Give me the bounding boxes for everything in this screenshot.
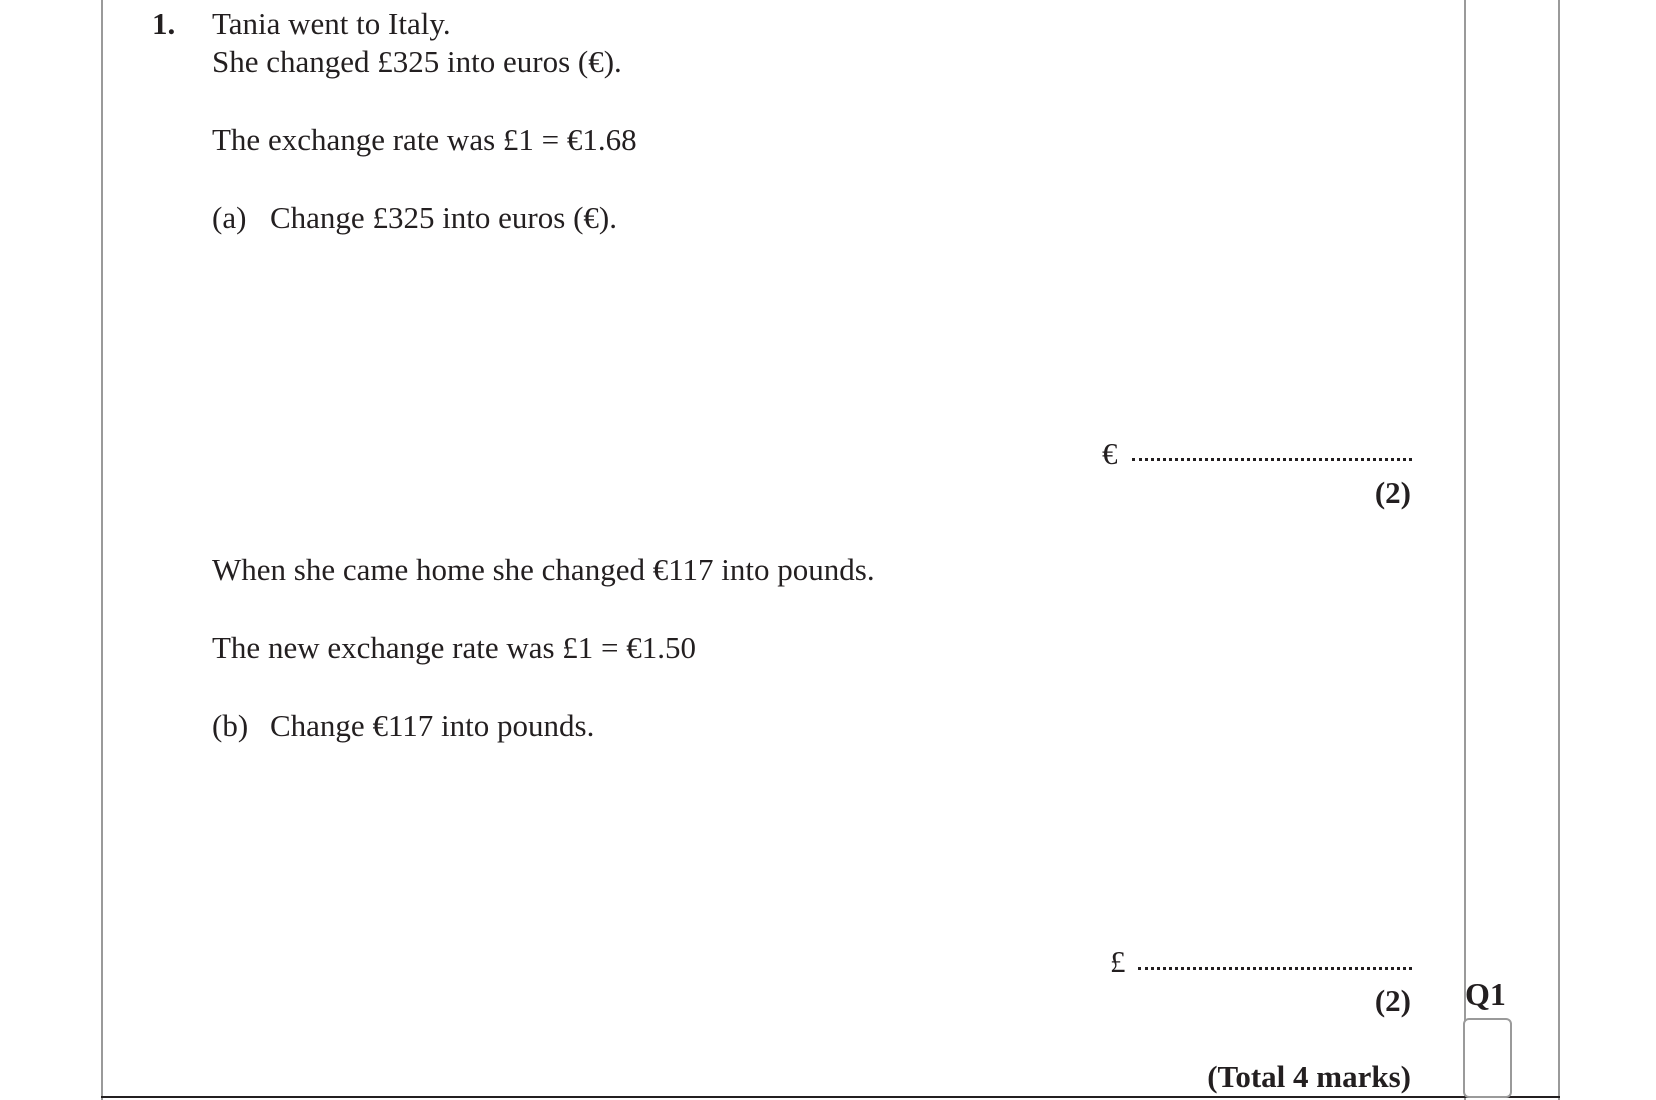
total-marks: (Total 4 marks)	[1207, 1059, 1411, 1094]
intro-line-2: She changed £325 into euros (€).	[212, 44, 622, 79]
exchange-rate-2: The new exchange rate was £1 = €1.50	[212, 630, 697, 665]
part-b-marks: (2)	[1374, 983, 1411, 1018]
part-a-marks: (2)	[1374, 475, 1411, 510]
examiner-mark-box[interactable]	[1463, 1018, 1512, 1098]
part-b-label: (b)	[212, 708, 249, 743]
part-b-answer-line[interactable]	[1138, 967, 1412, 970]
question-number: 1.	[152, 6, 176, 41]
part-a-text: Change £325 into euros (€).	[270, 200, 617, 235]
part-a-label: (a)	[212, 200, 247, 235]
left-margin-rule	[101, 0, 103, 1100]
marks-column-rule	[1464, 0, 1466, 1100]
part-a-answer-line[interactable]	[1132, 458, 1412, 461]
part-a-currency-symbol: €	[1102, 436, 1118, 471]
exchange-rate-1: The exchange rate was £1 = €1.68	[212, 122, 637, 157]
question-tag: Q1	[1465, 976, 1506, 1012]
part-b-text: Change €117 into pounds.	[270, 708, 595, 743]
middle-line: When she came home she changed €117 into pounds.	[212, 552, 875, 587]
right-margin-rule	[1558, 0, 1560, 1100]
bottom-rule	[101, 1096, 1560, 1098]
part-b-currency-symbol: £	[1110, 944, 1126, 979]
intro-line-1: Tania went to Italy.	[212, 6, 451, 41]
